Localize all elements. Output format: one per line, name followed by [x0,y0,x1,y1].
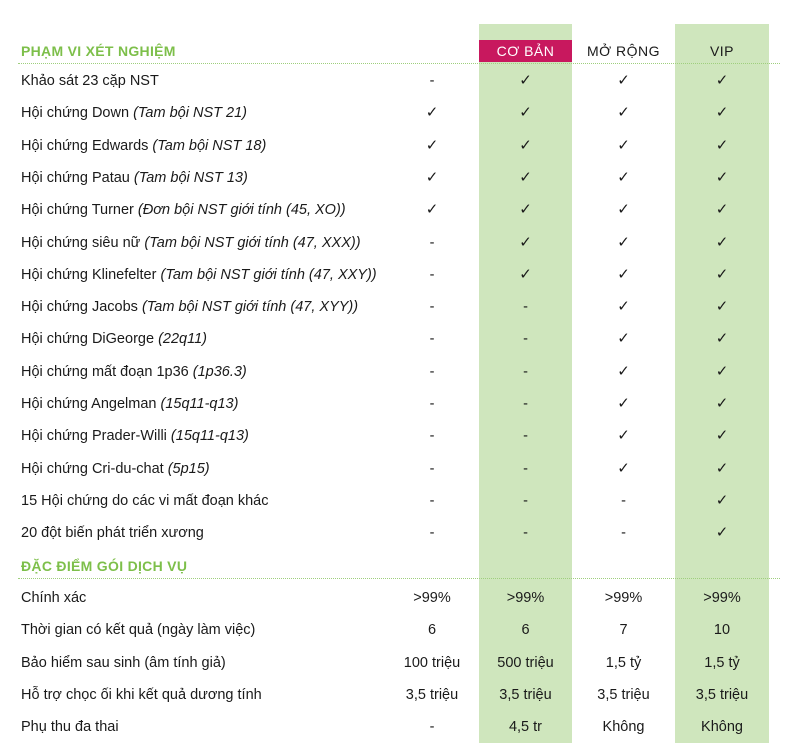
table-row [0,453,800,485]
row-label [21,582,86,614]
scope-section-title: PHẠM VI XÉT NGHIỆM [21,43,176,59]
cell-basic: - [523,428,528,445]
cell-extended: 7 [619,622,628,639]
package-header-vip: VIP [709,43,735,59]
cell-standard: - [429,73,435,89]
check-icon: ✓ [425,136,439,154]
table-row [0,65,800,97]
check-icon: ✓ [519,201,532,219]
cell-standard: - [429,460,435,477]
row-label [21,259,377,291]
table-row [0,388,800,420]
row-note: (Đơn bội NST giới tính (45, XO)) [137,202,346,219]
row-note: (15q11-q13) [160,396,239,412]
cell-vip: Không [701,719,743,736]
cell-basic: 4,5 tr [508,719,543,736]
row-label [21,65,159,97]
check-icon: ✓ [617,201,630,219]
cell-standard: - [429,428,435,445]
cell-basic: - [523,460,528,477]
cell-basic: - [523,492,528,509]
check-icon: ✓ [519,233,532,251]
table-row [0,582,800,614]
table-row [0,227,800,259]
row-label [21,453,210,485]
check-icon: ✓ [617,330,630,348]
table-row [0,517,800,549]
row-name: Thời gian có kết quả (ngày làm việc) [21,622,256,639]
check-icon: ✓ [617,233,630,251]
row-name: Phụ thu đa thai [21,719,119,736]
cell-basic: - [523,396,528,412]
row-label [21,647,226,679]
cell-extended: Không [602,719,645,736]
cell-basic: - [523,331,528,348]
row-label [21,291,358,323]
check-icon: ✓ [519,168,532,186]
cell-standard: - [429,525,435,542]
row-note: (Tam bội NST giới tính (47, XYY)) [141,299,359,316]
cell-basic: 3,5 triệu [499,686,552,703]
check-icon: ✓ [715,201,729,219]
row-name: Hội chứng siêu nữ [21,234,145,251]
row-note: (Tam bội NST 18) [152,137,267,154]
check-icon: ✓ [425,104,439,122]
row-name: Chính xác [21,590,87,606]
row-name: Hội chứng Cri-du-chat [21,460,168,477]
cell-basic: 6 [521,622,530,639]
features-section-title: ĐẶC ĐIỂM GÓI DỊCH VỤ [21,558,188,574]
table-row [0,614,800,646]
row-name: 20 đột biến phát triển xương [21,525,204,542]
table-row [0,259,800,291]
cell-basic: 500 triệu [497,654,554,671]
cell-standard: >99% [413,590,451,606]
table-row [0,97,800,129]
table-row [0,356,800,388]
row-label [21,97,247,129]
table-row [0,130,800,162]
row-name: Hội chứng Klinefelter [21,266,161,283]
row-name: 15 Hội chứng do các vi mất đoạn khác [21,492,269,509]
check-icon: ✓ [715,265,729,283]
table-row [0,485,800,517]
row-label [21,227,361,259]
row-name: Hỗ trợ chọc ối khi kết quả dương tính [21,686,262,703]
row-name: Hội chứng Patau [21,169,134,186]
check-icon: ✓ [519,265,532,283]
cell-vip: 1,5 tỷ [704,654,740,671]
row-label [21,130,266,162]
cell-basic: - [523,299,528,316]
scope-section-divider [18,63,780,64]
row-label [21,194,346,226]
row-label [21,162,248,194]
package-header-basic: CƠ BẢN [479,40,572,62]
cell-extended: 1,5 tỷ [605,654,642,671]
cell-extended: - [621,492,626,509]
cell-vip: 3,5 triệu [695,686,749,703]
row-name: Hội chứng mất đoạn 1p36 [21,363,193,380]
row-note: (22q11) [158,331,207,348]
check-icon: ✓ [617,136,630,154]
row-name: Khảo sát 23 cặp NST [21,73,159,89]
row-label [21,679,262,711]
row-label [21,517,204,549]
cell-standard: 3,5 triệu [405,686,459,703]
check-icon: ✓ [617,395,630,412]
cell-vip: >99% [703,590,741,606]
row-label [21,614,255,646]
check-icon: ✓ [715,491,729,509]
row-label [21,485,268,517]
check-icon: ✓ [715,104,729,122]
cell-standard: - [429,266,435,283]
cell-standard: - [429,396,435,412]
check-icon: ✓ [617,168,630,186]
check-icon: ✓ [715,427,729,445]
check-icon: ✓ [617,362,630,380]
check-icon: ✓ [425,168,439,186]
check-icon: ✓ [617,265,630,283]
package-header-extended: MỞ RỘNG [586,43,661,59]
row-note: (15q11-q13) [170,428,249,445]
cell-basic: >99% [506,590,545,606]
row-label [21,420,249,452]
check-icon: ✓ [715,72,729,89]
check-icon: ✓ [715,330,729,348]
table-row [0,647,800,679]
table-row [0,323,800,355]
cell-extended: >99% [604,590,643,606]
cell-extended: 3,5 triệu [597,686,650,703]
table-row [0,420,800,452]
check-icon: ✓ [715,136,729,154]
cell-standard: - [429,363,435,380]
row-label [21,323,207,355]
cell-extended: - [621,525,626,542]
cell-standard: - [429,331,435,348]
table-row [0,194,800,226]
check-icon: ✓ [715,362,729,380]
table-row [0,291,800,323]
cell-vip: 10 [713,622,731,639]
row-note: (5p15) [167,460,210,477]
check-icon: ✓ [715,168,729,186]
table-row [0,679,800,711]
row-note: (1p36.3) [192,363,247,380]
check-icon: ✓ [519,104,532,122]
row-name: Hội chứng Jacobs [21,299,142,316]
row-name: Bảo hiểm sau sinh (âm tính giả) [21,654,226,671]
row-note: (Tam bội NST 13) [133,169,248,186]
cell-standard: 100 triệu [403,654,461,671]
cell-standard: - [429,299,435,316]
table-row [0,162,800,194]
row-label [21,388,238,420]
check-icon: ✓ [617,427,630,445]
check-icon: ✓ [715,524,729,542]
row-label [21,711,119,743]
check-icon: ✓ [617,72,630,89]
row-note: (Tam bội NST giới tính (47, XXX)) [144,234,361,251]
table-row [0,711,800,743]
check-icon: ✓ [715,459,729,477]
row-note: (Tam bội NST giới tính (47, XXY)) [160,266,377,283]
cell-standard: - [429,492,435,509]
check-icon: ✓ [617,459,630,477]
check-icon: ✓ [715,395,729,412]
check-icon: ✓ [715,298,729,316]
features-section-divider [18,578,780,579]
row-label [21,356,247,388]
cell-standard: 6 [427,622,437,639]
check-icon: ✓ [715,233,729,251]
row-name: Hội chứng Edwards [21,137,153,154]
check-icon: ✓ [425,201,439,219]
cell-standard: - [429,234,435,251]
check-icon: ✓ [519,136,532,154]
row-name: Hội chứng Angelman [21,396,161,412]
check-icon: ✓ [617,298,630,316]
cell-basic: - [523,363,528,380]
cell-standard: - [429,719,435,736]
row-name: Hội chứng Prader-Willi [21,428,171,445]
cell-basic: - [523,525,528,542]
check-icon: ✓ [519,72,532,89]
row-note: (Tam bội NST 21) [133,105,247,122]
row-name: Hội chứng Down [21,105,134,122]
row-name: Hội chứng DiGeorge [21,331,159,348]
check-icon: ✓ [617,104,630,122]
row-name: Hội chứng Turner [21,202,138,219]
